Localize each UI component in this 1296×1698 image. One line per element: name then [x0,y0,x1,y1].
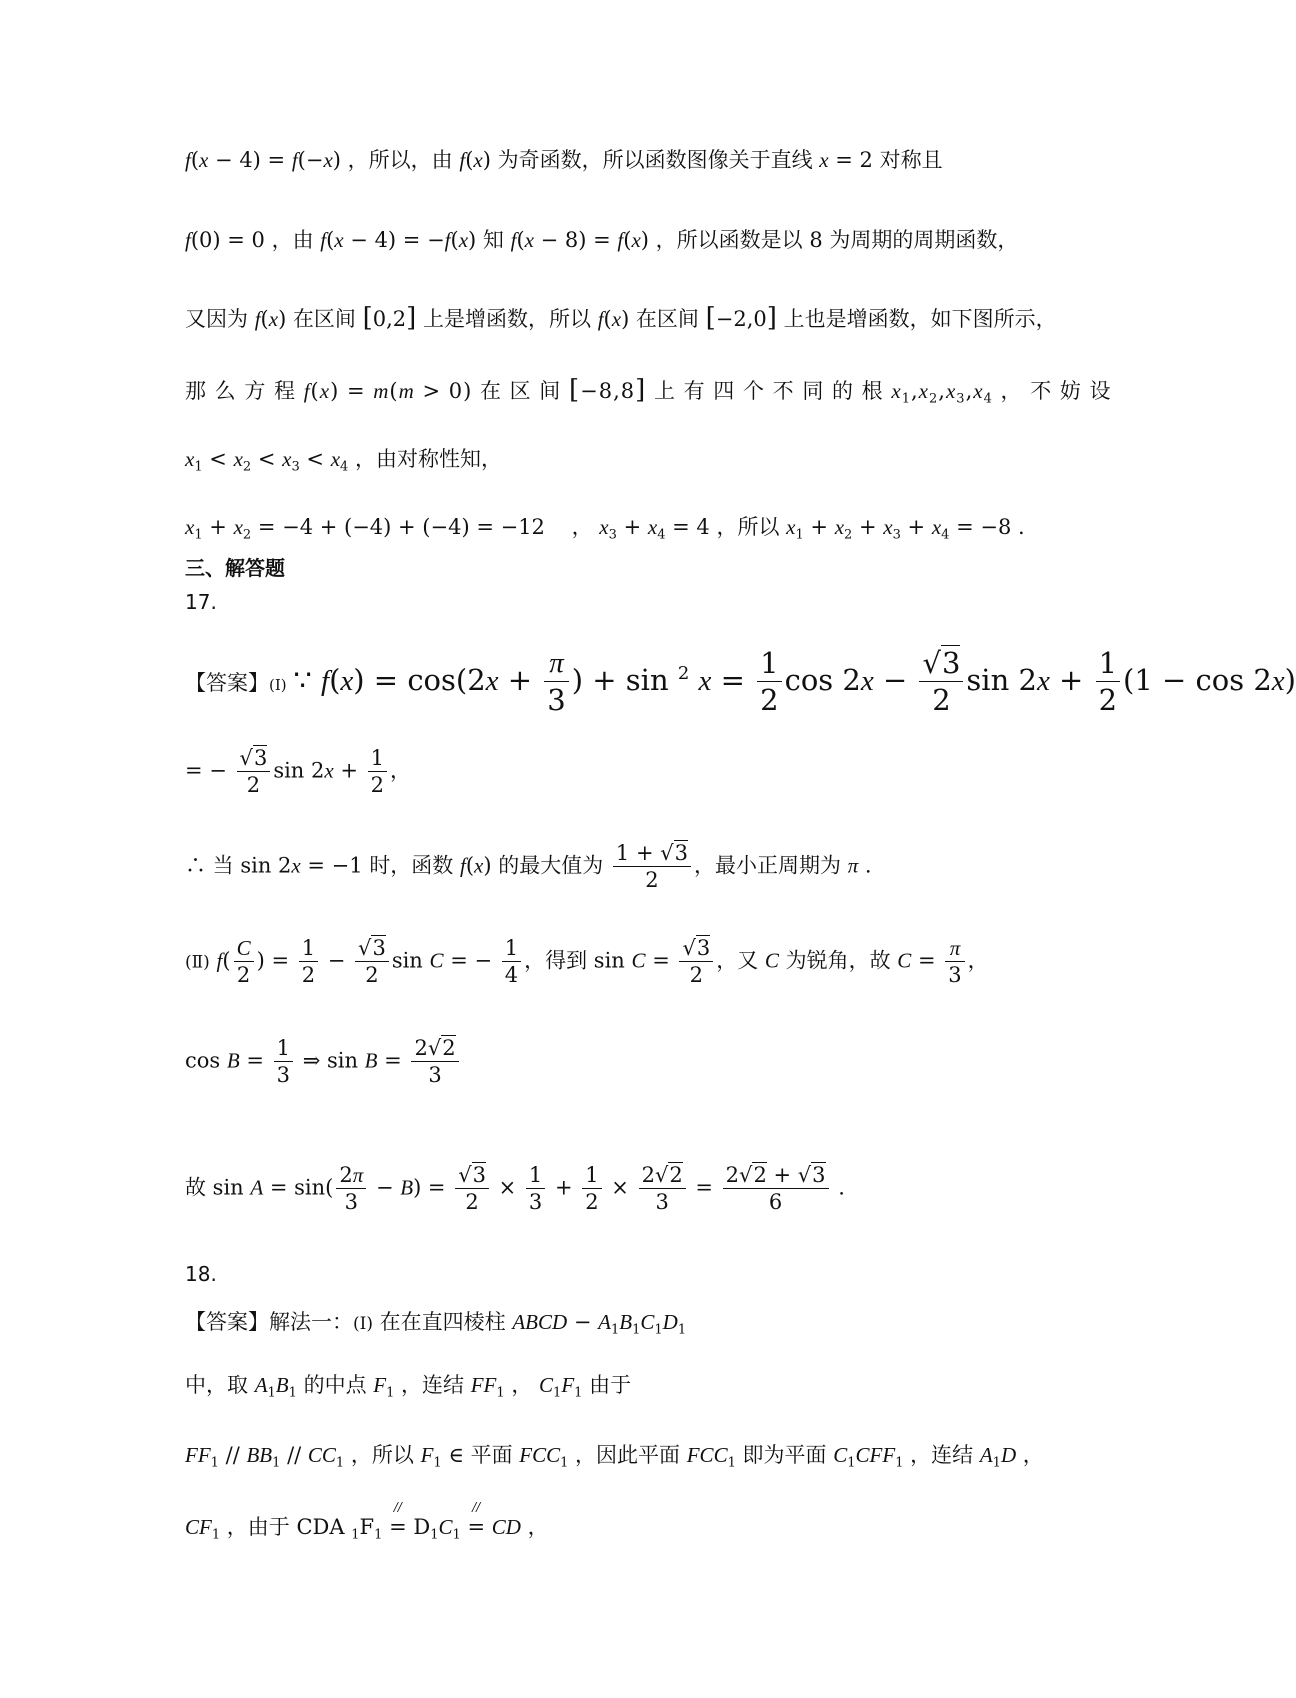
answer-17-line-2: = − $\frac{√3}{2}$ sin 2x + $\frac{1}{2}$ ， [185,746,412,798]
answer-17-line-5: cos B = $\frac{1}{3}$ ⇒ sin B = $\frac{2√2}{3}$ [185,1035,462,1089]
answer-17-line-6: 故 sin A = sin( $\frac{2\pi}{3}$ − B) = $\frac{√3}{2}$ × $\frac{1}{3}$ + $\frac{1}{2}$ × $\frac{2√2}{3}$ = $\frac{2√2 + √3}{6}$ . [185,1163,845,1215]
text-line-4: 那 么 方 程 f(x) = m(m > 0) 在 区 间 [−8,8] 上 有 四 个 不 同 的 根 $x_1,x_2,x_3,x_4$ ， 不 妨 设 [185,375,1112,407]
text-line-6: $x_1 + x_2 = -4 + (-4) + (-4) = -12$ ， $x_3 + x_4 = 4$ ，所以 $x_1 + x_2 + x_3 + x_4 = -8$ . [185,515,1025,543]
answer-18-line-4: $CF_1$ ，由于 CDA $_1F_1$ = // $D_1C_1$ = // CD ， [185,1500,549,1543]
answer-18-line-2: 中，取 $A_1B_1$ 的中点 $F_1$ ，连结 $FF_1$ ， $C_1F_1$ 由于 [185,1373,632,1401]
answer-18-line-1: 【答案】解法一：(Ⅰ) 在在直四棱柱 ABCD − $A_1B_1C_1D_1$ [185,1310,687,1338]
answer-18-line-3: $FF_1 // BB_1 // CC_1$ ，所以 $F_1$ ∈ 平面 $FCC_1$ ，因此平面 $FCC_1$ 即为平面 $C_1CFF_1$ ，连结 $A_1D$ ， [185,1443,1044,1471]
question-18-number: 18. [185,1262,217,1286]
answer-17-line-4: (Ⅱ) f( $\frac{C}{2}$ ) = $\frac{1}{2}$ − $\frac{√3}{2}$ sin C = − $\frac{1}{4}$ ，得到 sin C = $\frac{√3}{2}$ ，又 C 为锐角，故 C = $\frac{\pi}{3}$ ， [185,936,989,988]
text-line-3: 又因为 f(x) 在区间 [0,2] 上是增函数，所以 f(x) 在区间 [−2,0] 上也是增函数，如下图所示， [185,303,1057,333]
text-line-5: $x_1 < x_2 < x_3 < x_4$ ，由对称性知， [185,447,502,475]
text-line-2: f(0) = 0 ，由 f(x − 4) = −f(x) 知 f(x − 8) = f(x) ，所以函数是以 8 为周期的周期函数， [185,228,1019,252]
text-line-1: f(x − 4) = f(−x) ，所以，由 f(x) 为奇函数，所以函数图像关于直线 x = 2 对称且 [185,148,943,172]
answer-17-line-3: ∴ 当 sin 2x = −1 时，函数 f(x) 的最大值为 $\frac{1 + √3}{2}$ ，最小正周期为 π . [185,841,872,893]
answer-17-line-1: 【答案】(Ⅰ) ∵ f(x) = cos(2x + $\frac{\pi}{3}$ ) + sin $^2$ x = $\frac{1}{2}$ cos 2x − $\frac{√3}{2}$ sin 2x + $\frac{1}{2}$ (1 − cos 2x) [185,646,1296,718]
question-17-number: 17. [185,590,217,614]
section-heading: 三、解答题 [185,556,285,580]
